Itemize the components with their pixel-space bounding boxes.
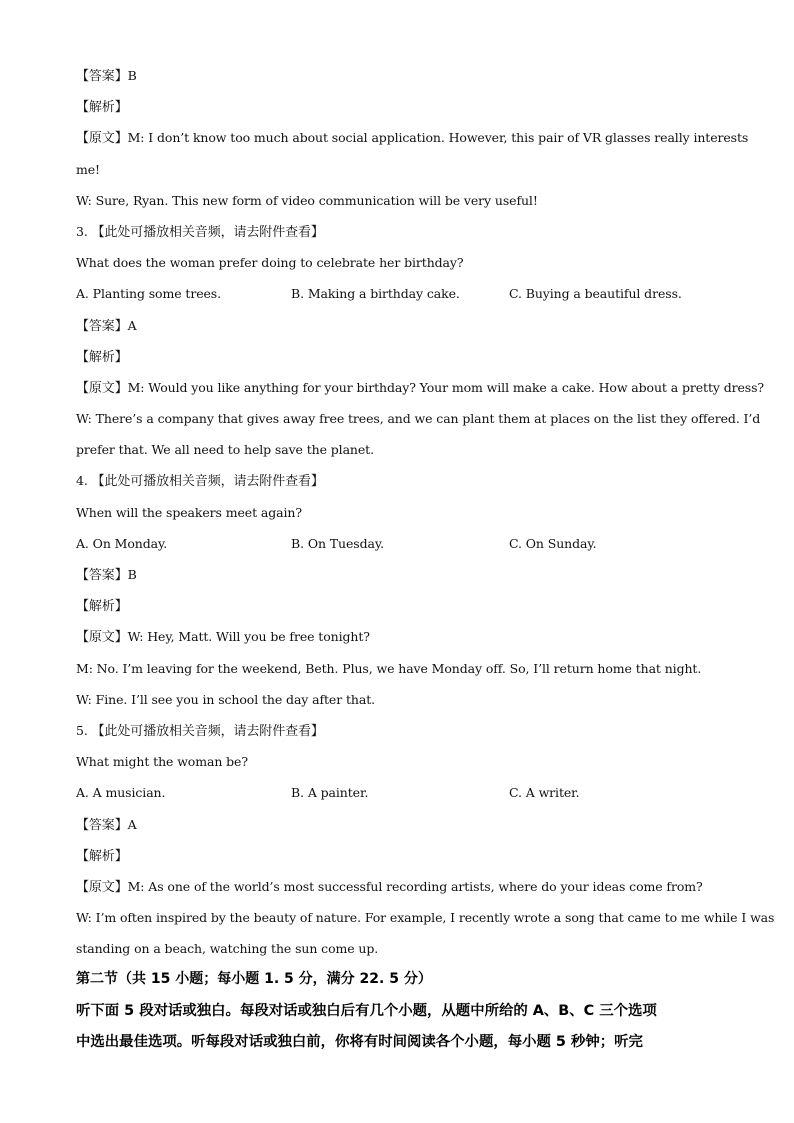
question-header <box>76 465 726 496</box>
options-row <box>76 278 726 309</box>
question-number: 3. <box>76 223 88 239</box>
audio-note[interactable]: 【此处可播放相关音频，请去附件查看】 <box>91 474 324 490</box>
answer-value: A <box>127 317 137 333</box>
answer-label: 【答案】 <box>76 568 128 583</box>
question-stem: What does the woman prefer doing to celebrate her birthday? <box>76 255 464 271</box>
answer-label: 【答案】 <box>76 318 128 334</box>
answer-value: A <box>127 816 137 832</box>
analysis-line <box>76 341 726 372</box>
answer-value: B <box>127 68 137 83</box>
original-label: 【原文】 <box>76 879 128 895</box>
option-b: B. On Tuesday. <box>291 535 385 551</box>
analysis-line <box>76 590 726 621</box>
question-number: 4. <box>76 473 88 489</box>
answer-line <box>76 809 726 840</box>
options-row <box>76 777 726 808</box>
transcript-line <box>76 372 765 403</box>
option-a: A. A musician. <box>76 785 166 801</box>
analysis-label: 【解析】 <box>76 599 128 615</box>
transcript-text: W: Hey, Matt. Will you be free tonight? <box>127 629 370 645</box>
question-header <box>76 216 726 247</box>
transcript-line <box>76 434 726 465</box>
question-header <box>76 715 726 746</box>
answer-line <box>76 559 726 590</box>
transcript-text: W: There’s a company that gives away free trees, and we can plant them at places on the list they offered. I’d <box>76 411 761 427</box>
audio-note[interactable]: 【此处可播放相关音频，请去附件查看】 <box>91 723 324 739</box>
transcript-line <box>76 122 749 153</box>
option-c: C. On Sunday. <box>509 535 597 551</box>
section-instruction: 听下面 5 段对话或独白。每段对话或独白后有几个小题，从题中所给的 A、B、C 三个选项 <box>76 1002 657 1019</box>
transcript-text: prefer that. We all need to help save the planet. <box>76 442 374 458</box>
transcript-line <box>76 154 726 185</box>
transcript-text: M: Would you like anything for your birthday? Your mom will make a cake. How about a pretty dress? <box>127 379 765 395</box>
question-stem: What might the woman be? <box>76 754 248 770</box>
transcript-line <box>76 684 726 715</box>
transcript-line <box>76 403 761 434</box>
transcript-text: M: No. I’m leaving for the weekend, Beth. Plus, we have Monday off. So, I’ll return home that night. <box>76 660 702 676</box>
question-text <box>76 247 726 278</box>
transcript-line <box>76 902 775 933</box>
analysis-line <box>76 840 726 871</box>
answer-line <box>76 60 726 91</box>
option-b: B. Making a birthday cake. <box>291 286 460 302</box>
transcript-line <box>76 653 726 684</box>
original-label: 【原文】 <box>76 131 128 147</box>
answer-label: 【答案】 <box>76 69 128 84</box>
transcript-text: M: I don’t know too much about social application. However, this pair of VR glasses really interests <box>127 130 749 146</box>
transcript-text: me! <box>76 161 100 177</box>
section-title: 第二节（共 15 小题；每小题 1. 5 分，满分 22. 5 分） <box>76 971 432 988</box>
question-stem: When will the speakers meet again? <box>76 504 302 520</box>
question-number: 5. <box>76 722 88 738</box>
answer-line <box>76 310 726 341</box>
answer-label: 【答案】 <box>76 817 128 833</box>
question-text <box>76 746 726 777</box>
transcript-line <box>76 933 726 964</box>
transcript-line <box>76 871 726 902</box>
option-c: C. Buying a beautiful dress. <box>509 286 682 302</box>
original-label: 【原文】 <box>76 630 128 646</box>
option-b: B. A painter. <box>291 785 369 801</box>
original-label: 【原文】 <box>76 380 128 396</box>
audio-note[interactable]: 【此处可播放相关音频，请去附件查看】 <box>91 224 324 240</box>
transcript-line <box>76 621 726 652</box>
transcript-text: W: Sure, Ryan. This new form of video communication will be very useful! <box>76 192 538 208</box>
transcript-text: W: Fine. I’ll see you in school the day after that. <box>76 691 376 707</box>
document-page <box>76 60 775 1058</box>
analysis-label: 【解析】 <box>76 100 128 116</box>
analysis-label: 【解析】 <box>76 349 128 365</box>
option-a: A. Planting some trees. <box>76 286 221 302</box>
option-c: C. A writer. <box>509 785 580 801</box>
transcript-line <box>76 185 726 216</box>
options-row <box>76 528 726 559</box>
transcript-text: standing on a beach, watching the sun come up. <box>76 941 379 957</box>
question-text <box>76 497 726 528</box>
answer-value: B <box>127 567 137 582</box>
analysis-label: 【解析】 <box>76 848 128 864</box>
option-a: A. On Monday. <box>76 535 168 551</box>
transcript-text: M: As one of the world’s most successful recording artists, where do your ideas come from? <box>127 878 703 894</box>
analysis-line <box>76 91 726 122</box>
transcript-text: W: I’m often inspired by the beauty of nature. For example, I recently wrote a song that came to me while I was <box>76 910 775 926</box>
section-instruction: 中选出最佳选项。听每段对话或独白前，你将有时间阅读各个小题，每小题 5 秒钟；听完 <box>76 1033 643 1050</box>
